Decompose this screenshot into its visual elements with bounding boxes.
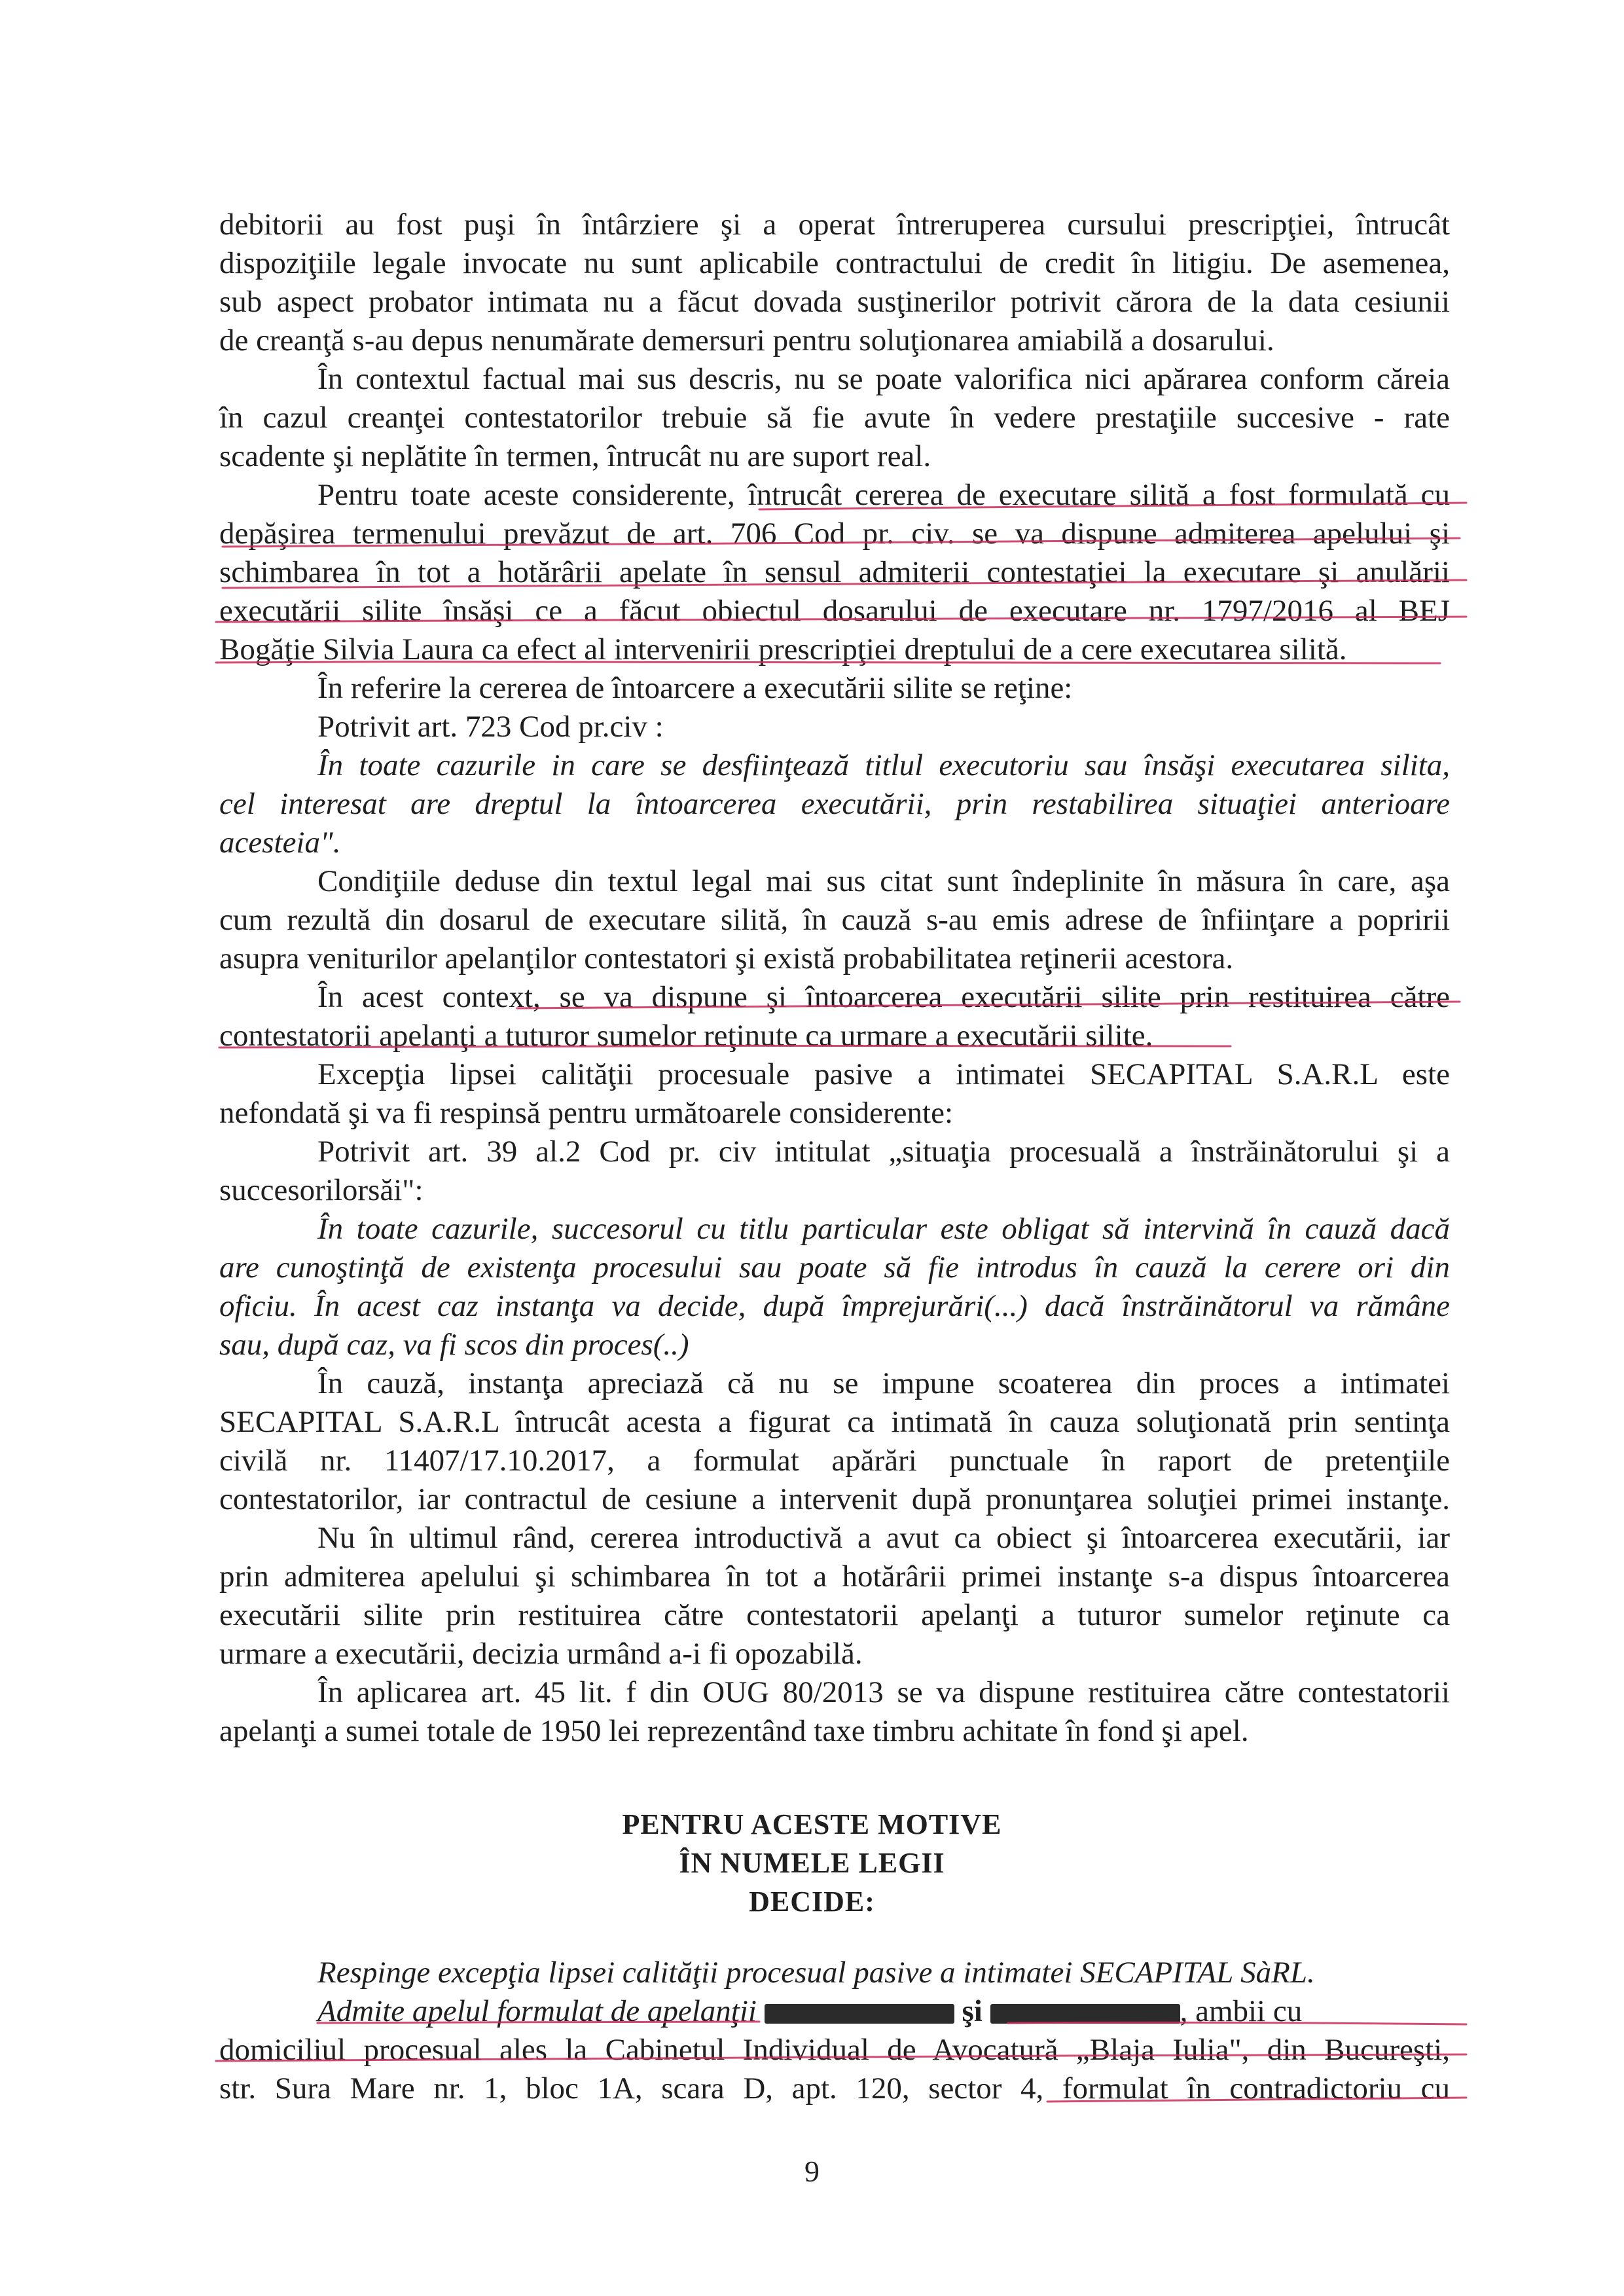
body-line: contestatorilor, iar contractul de cesiune a intervenit după pronunţarea soluţiei primei instanţe. <box>219 1482 1450 1516</box>
body-line: Potrivit art. 723 Cod pr.civ : <box>317 710 664 744</box>
body-line: În acest context, se va dispune şi întoarcerea executării silite prin restituirea către <box>317 980 1450 1014</box>
decision-address-line: str. Sura Mare nr. 1, bloc 1A, scara D, apt. 120, sector 4, formulat în contradictoriu cu <box>219 2071 1450 2105</box>
body-line: în cazul creanţei contestatorilor trebuie să fie avute în vedere prestaţiile succesive - rate <box>219 401 1450 435</box>
body-line: depăşirea termenului prevăzut de art. 706 Cod pr. civ. se va dispune admiterea apelului şi <box>219 517 1450 551</box>
page-number: 9 <box>804 2155 820 2188</box>
body-line: urmare a executării, decizia urmând a-i fi opozabilă. <box>219 1637 863 1671</box>
decision-conj: şi <box>962 1994 983 2028</box>
quote-line: acesteia". <box>219 826 341 860</box>
body-line: Pentru toate aceste considerente, întrucât cererea de executare silită a fost formulată cu <box>317 478 1450 512</box>
body-line: de creanţă s-au depus nenumărate demersuri pentru soluţionarea amiabilă a dosarului. <box>219 323 1274 357</box>
body-line: debitorii au fost puşi în întârziere şi a operat întreruperea cursului prescripţiei, întrucât <box>219 208 1450 242</box>
decision-admite-text-2: , ambii cu <box>1180 1994 1303 2028</box>
decision-heading-2: ÎN NUMELE LEGII <box>679 1847 945 1879</box>
body-line: Condiţiile deduse din textul legal mai sus citat sunt îndeplinite în măsura în care, aşa <box>317 864 1450 898</box>
body-line: sub aspect probator intimata nu a făcut dovada susţinerilor potrivit cărora de la data cesiunii <box>219 285 1450 319</box>
decision-admite-line <box>317 1996 1450 2027</box>
redacted-name-1 <box>765 2004 954 2024</box>
body-line: succesorilorsăi": <box>219 1173 424 1207</box>
body-line: SECAPITAL S.A.R.L întrucât acesta a figurat ca intimată în cauza soluţionată prin sentinţa <box>219 1405 1450 1439</box>
redacted-name-2 <box>990 2004 1180 2024</box>
body-line: Excepţia lipsei calităţii procesuale pasive a intimatei SECAPITAL S.A.R.L este <box>317 1057 1450 1091</box>
quote-line: sau, după caz, va fi scos din proces(..) <box>219 1328 689 1362</box>
body-line: prin admiterea apelului şi schimbarea în tot a hotărârii primei instanţe s-a dispus întoarcerea <box>219 1559 1450 1594</box>
body-line: apelanţi a sumei totale de 1950 lei reprezentând taxe timbru achitate în fond şi apel. <box>219 1714 1249 1748</box>
decision-heading-1: PENTRU ACESTE MOTIVE <box>622 1808 1002 1840</box>
quote-line: cel interesat are dreptul la întoarcerea executării, prin restabilirea situaţiei anterioare <box>219 787 1450 821</box>
decision-admite-text: Admite apelul formulat de apelanţii <box>317 1994 757 2028</box>
body-line: cum rezultă din dosarul de executare silită, în cauză s-au emis adrese de înfiinţare a popririi <box>219 903 1450 937</box>
body-line: executării silite prin restituirea către contestatorii apelanţi a tuturor sumelor reţinute ca <box>219 1598 1450 1632</box>
decision-heading-3: DECIDE: <box>749 1886 875 1918</box>
body-line: În cauză, instanţa apreciază că nu se impune scoaterea din proces a intimatei <box>317 1366 1450 1400</box>
body-line: asupra veniturilor apelanţilor contestatori şi există probabilitatea reţinerii acestora. <box>219 941 1234 975</box>
body-line: În referire la cererea de întoarcere a executării silite se reţine: <box>317 671 1073 705</box>
decision-respinge: Respinge excepţia lipsei calităţii procesual pasive a intimatei SECAPITAL SàRL. <box>317 1956 1315 1990</box>
quote-line: are cunoştinţă de existenţa procesului sau poate să fie introdus în cauză la cerere ori din <box>219 1250 1450 1285</box>
body-line: dispoziţiile legale invocate nu sunt aplicabile contractului de credit în litigiu. De asemenea, <box>219 246 1450 280</box>
body-line: civilă nr. 11407/17.10.2017, a formulat apărări punctuale în raport de pretenţiile <box>219 1444 1450 1478</box>
quote-line: oficiu. În acest caz instanţa va decide, după împrejurări(...) dacă înstrăinătorul va rămâne <box>219 1289 1450 1323</box>
body-line: contestatorii apelanţi a tuturor sumelor reţinute ca urmare a executării silite. <box>219 1019 1153 1053</box>
decision-domicile-line: domiciliul procesual ales la Cabinetul Individual de Avocatură „Blaja Iulia", din Bucureşti, <box>219 2033 1450 2067</box>
body-line: În contextul factual mai sus descris, nu se poate valorifica nici apărarea conform căreia <box>317 362 1450 396</box>
body-line: scadente şi neplătite în termen, întrucât nu are suport real. <box>219 439 931 473</box>
quote-line: În toate cazurile in care se desfiinţează titlul executoriu sau însăşi executarea silita, <box>317 748 1450 782</box>
body-line: schimbarea în tot a hotărârii apelate în sensul admiterii contestaţiei la executare şi anulării <box>219 555 1450 589</box>
body-line: În aplicarea art. 45 lit. f din OUG 80/2013 se va dispune restituirea către contestatorii <box>317 1675 1450 1709</box>
quote-line: În toate cazurile, succesorul cu titlu particular este obligat să intervină în cauză dacă <box>317 1212 1450 1246</box>
body-line: Bogăţie Silvia Laura ca efect al intervenirii prescripţiei dreptului de a cere executarea silită. <box>219 632 1347 666</box>
body-line: Nu în ultimul rând, cererea introductivă a avut ca obiect şi întoarcerea executării, iar <box>317 1521 1450 1555</box>
body-line: executării silite însăşi ce a făcut obiectul dosarului de executare nr. 1797/2016 al BEJ <box>219 594 1450 628</box>
body-line: nefondată şi va fi respinsă pentru următoarele considerente: <box>219 1096 954 1130</box>
body-line: Potrivit art. 39 al.2 Cod pr. civ intitulat „situaţia procesuală a înstrăinătorului şi a <box>317 1135 1450 1169</box>
